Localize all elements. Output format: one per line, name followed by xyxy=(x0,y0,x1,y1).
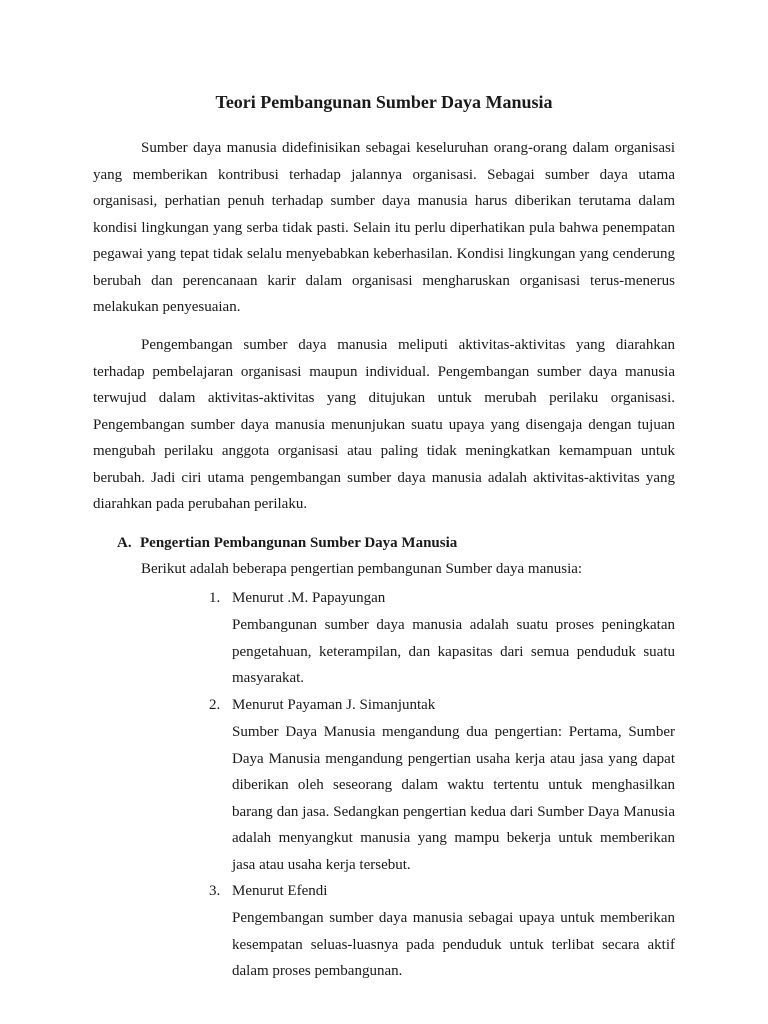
list-item-number: 2. xyxy=(209,697,221,713)
paragraph-1: Sumber daya manusia didefinisikan sebagai keseluruhan orang-orang dalam organisasi yang memberikan kontribusi terhadap jalannya organisasi. Sebagai sumber daya utama organisasi, perhatian penuh terhadap sumber daya manusia harus diberikan terutama dalam kondisi lingkungan yang serba tidak pasti. Selain itu perlu diperhatikan pula bahwa penempatan pegawai yang tepat tidak selalu menyebabkan keberhasilan. Kondisi lingkungan yang cenderung berubah dan perencanaan karir dalam organisasi mengharuskan organisasi terus-menerus melakukan penyesuaian. xyxy=(93,140,675,315)
list-item-title: Menurut Efendi xyxy=(232,883,328,899)
list-item-title: Menurut .M. Papayungan xyxy=(232,590,386,606)
document-title: Teori Pembangunan Sumber Daya Manusia xyxy=(215,92,553,112)
section-heading xyxy=(117,535,457,552)
list-item-number: 3. xyxy=(209,883,221,899)
paragraph-2: Pengembangan sumber daya manusia meliputi aktivitas-aktivitas yang diarahkan terhadap pembelajaran organisasi maupun individual. Pengembangan sumber daya manusia terwujud dalam aktivitas-aktivitas yang ditujukan untuk merubah perilaku organisasi. Pengembangan sumber daya manusia menunjukan suatu upaya yang disengaja dengan tujuan mengubah perilaku anggota organisasi atau paling tidak meningkatkan kemampuan untuk berubah. Jadi ciri utama pengembangan sumber daya manusia adalah aktivitas-aktivitas yang diarahkan pada perubahan perilaku. xyxy=(93,337,675,512)
list-item-number: 1. xyxy=(209,590,221,606)
list-item-body: Pengembangan sumber daya manusia sebagai upaya untuk memberikan kesempatan seluas-luasnya pada penduduk untuk terlibat secara aktif dalam proses pembangunan. xyxy=(232,910,675,979)
list-item-title: Menurut Payaman J. Simanjuntak xyxy=(232,697,436,713)
section-letter: A. xyxy=(117,535,132,551)
section-heading-text: Pengertian Pembangunan Sumber Daya Manusia xyxy=(140,535,458,551)
section-intro: Berikut adalah beberapa pengertian pembangunan Sumber daya manusia: xyxy=(141,561,583,577)
list-item-body: Sumber Daya Manusia mengandung dua pengertian: Pertama, Sumber Daya Manusia mengandung pengertian usaha kerja atau jasa yang dapat diberikan oleh seseorang dalam waktu tertentu untuk menghasilkan barang dan jasa. Sedangkan pengertian kedua dari Sumber Daya Manusia adalah menyangkut manusia yang mampu bekerja untuk memberikan jasa atau usaha kerja tersebut. xyxy=(232,724,675,873)
list-item-body: Pembangunan sumber daya manusia adalah suatu proses peningkatan pengetahuan, keterampilan, dan kapasitas dari semua penduduk suatu masyarakat. xyxy=(232,617,675,686)
